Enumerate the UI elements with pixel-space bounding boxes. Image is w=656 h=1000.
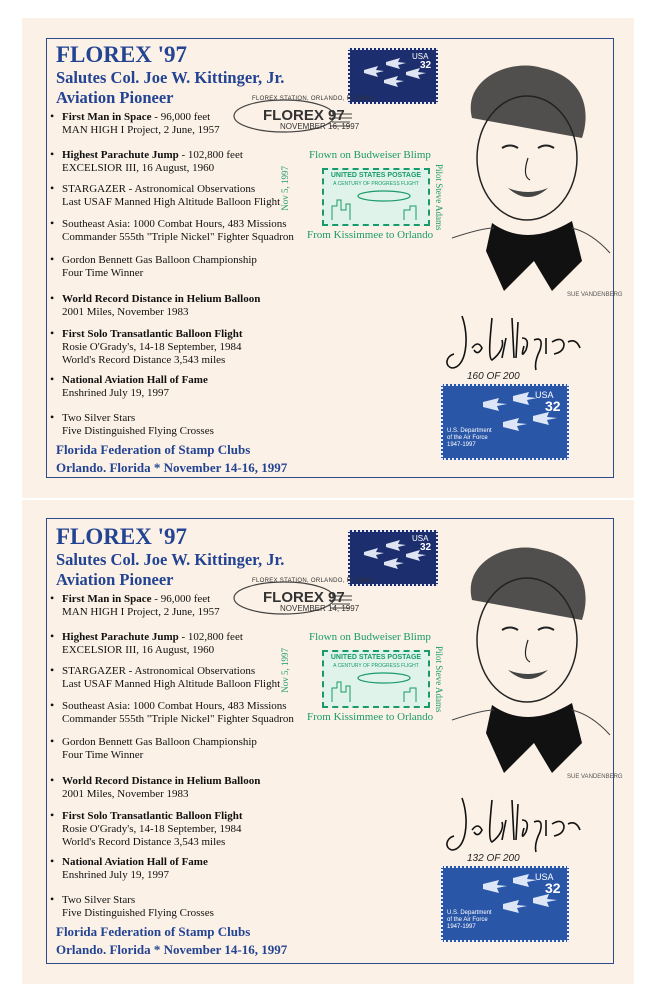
achievement-line1: [62, 218, 294, 231]
achievement-line2: Enshrined July 19, 1997: [62, 387, 169, 399]
blimp-stamp-subtitle: A CENTURY OF PROGRESS FLIGHT: [333, 181, 419, 187]
achievement-detail: Gordon Bennett Gas Balloon Championship: [62, 736, 257, 748]
achievement-item: [50, 700, 294, 726]
achievement-item: [50, 593, 220, 619]
air-force-stamp-large: [441, 384, 569, 460]
portrait-sketch: [432, 540, 612, 780]
card-title: FLOREX '97: [56, 42, 187, 67]
achievement-line2: Five Distinguished Flying Crosses: [62, 907, 214, 919]
achievement-line2: Rosie O'Grady's, 14-18 September, 1984: [62, 823, 242, 835]
achievement-line1: [62, 374, 208, 387]
achievement-item: [50, 631, 243, 657]
achievement-item: [50, 810, 243, 849]
achievement-detail: STARGAZER - Astronomical Observations: [62, 665, 256, 677]
achievement-line2: Commander 555th "Triple Nickel" Fighter Squadron: [62, 231, 294, 243]
autograph: [442, 308, 602, 378]
achievement-line1: [62, 736, 257, 749]
federation-name: Florida Federation of Stamp Clubs: [56, 442, 251, 457]
achievement-line1: [62, 254, 257, 267]
achievement-line1: [62, 593, 220, 606]
achievement-heading: National Aviation Hall of Fame: [62, 374, 208, 386]
stamp-value: 32: [420, 542, 432, 553]
postmark-name: FLOREX 97: [263, 107, 345, 124]
achievement-heading: World Record Distance in Helium Balloon: [62, 293, 261, 305]
stamp-country: USA: [412, 534, 429, 543]
achievement-detail: - 102,800 feet: [178, 631, 243, 643]
achievement-line2: Rosie O'Grady's, 14-18 September, 1984: [62, 341, 242, 353]
edition-number: 160 OF 200: [467, 371, 520, 382]
achievement-line2: MAN HIGH I Project, 2 June, 1957: [62, 606, 220, 618]
autograph: [442, 790, 602, 860]
achievement-line1: [62, 412, 214, 425]
achievement-line2: Last USAF Manned High Altitude Balloon Flight: [62, 196, 281, 208]
achievement-line1: [62, 856, 208, 869]
stamp-value-large: 32: [545, 398, 561, 414]
portrait-sketch: [432, 58, 612, 298]
achievement-detail: - 96,000 feet: [151, 593, 211, 605]
blimp-stamp: [322, 650, 430, 708]
achievement-detail: - 102,800 feet: [178, 149, 243, 161]
achievement-item: [50, 775, 260, 801]
achievement-line3: World's Record Distance 3,543 miles: [62, 354, 226, 366]
achievement-item: [50, 149, 243, 175]
achievement-detail: Southeast Asia: 1000 Combat Hours, 483 Missions: [62, 218, 287, 230]
blimp-icon: [324, 652, 428, 706]
achievement-detail: - 96,000 feet: [151, 111, 211, 123]
achievement-item: [50, 374, 208, 400]
card-subtitle-2: Aviation Pioneer: [56, 88, 174, 107]
achievement-line2: Enshrined July 19, 1997: [62, 869, 169, 881]
achievement-line2: Commander 555th "Triple Nickel" Fighter Squadron: [62, 713, 294, 725]
stamp-country: USA: [412, 52, 429, 61]
cachet-right-text: Pilot Steve Adams: [434, 646, 444, 713]
achievement-line2: 2001 Miles, November 1983: [62, 788, 189, 800]
achievement-heading: First Man in Space: [62, 111, 152, 123]
blimp-stamp-title: UNITED STATES POSTAGE: [330, 654, 422, 661]
achievement-item: [50, 293, 260, 319]
achievement-line1: [62, 894, 214, 907]
achievement-heading: World Record Distance in Helium Balloon: [62, 775, 261, 787]
event-info: Orlando. Florida * November 14-16, 1997: [56, 460, 288, 475]
postmark-date: NOVEMBER 16, 1997: [280, 122, 360, 131]
achievement-item: [50, 183, 280, 209]
achievement-line1: [62, 775, 260, 788]
achievement-line2: Four Time Winner: [62, 749, 144, 761]
blimp-icon: [324, 170, 428, 224]
achievement-heading: First Man in Space: [62, 593, 152, 605]
achievement-detail: Two Silver Stars: [62, 412, 136, 424]
stamp-caption: U.S. Department of the Air Force 1947-1997: [447, 910, 492, 930]
achievement-line1: [62, 631, 243, 644]
achievement-line2: 2001 Miles, November 1983: [62, 306, 189, 318]
card-subtitle-2: Aviation Pioneer: [56, 570, 174, 589]
cachet-right-text: Pilot Steve Adams: [434, 164, 444, 231]
achievement-item: [50, 665, 280, 691]
air-force-stamp-large: [441, 866, 569, 942]
achievement-item: [50, 412, 214, 438]
stamp-country-large: USA: [535, 872, 554, 882]
cachet-bottom-text: From Kissimmee to Orlando: [307, 711, 434, 723]
achievement-line1: [62, 810, 243, 823]
achievement-item: [50, 111, 220, 137]
achievement-detail: Southeast Asia: 1000 Combat Hours, 483 Missions: [62, 700, 287, 712]
stamp-value-large: 32: [545, 880, 561, 896]
achievement-item: [50, 894, 214, 920]
achievement-line1: [62, 665, 280, 678]
postmark-city: FLOREX STATION, ORLANDO, FL 32801: [252, 96, 375, 102]
achievement-heading: First Solo Transatlantic Balloon Flight: [62, 328, 243, 340]
achievement-heading: National Aviation Hall of Fame: [62, 856, 208, 868]
edition-number: 132 OF 200: [467, 853, 520, 864]
event-info: Orlando. Florida * November 14-16, 1997: [56, 942, 288, 957]
achievement-item: [50, 328, 243, 367]
achievement-detail: Two Silver Stars: [62, 894, 136, 906]
stamp-value: 32: [420, 60, 432, 71]
achievement-detail: Gordon Bennett Gas Balloon Championship: [62, 254, 257, 266]
postmark-name: FLOREX 97: [263, 589, 345, 606]
artist-credit: SUE VANDENBERG: [567, 774, 623, 780]
achievement-item: [50, 736, 257, 762]
achievement-line1: [62, 293, 260, 306]
stamp-country-large: USA: [535, 390, 554, 400]
commemorative-card: [22, 500, 634, 984]
cachet-top-text: Flown on Budweiser Blimp: [309, 149, 431, 161]
achievement-line2: Last USAF Manned High Altitude Balloon Flight: [62, 678, 281, 690]
achievement-item: [50, 856, 208, 882]
achievement-line1: [62, 111, 220, 124]
postmark-city: FLOREX STATION, ORLANDO, FL 32801: [252, 578, 375, 584]
achievement-line1: [62, 149, 243, 162]
achievement-line2: EXCELSIOR III, 16 August, 1960: [62, 162, 215, 174]
achievement-line2: Five Distinguished Flying Crosses: [62, 425, 214, 437]
stamp-caption: U.S. Department of the Air Force 1947-1997: [447, 428, 492, 448]
achievement-item: [50, 254, 257, 280]
card-title: FLOREX '97: [56, 524, 187, 549]
cachet-left-text: Nov 5, 1997: [280, 166, 290, 211]
cachet-bottom-text: From Kissimmee to Orlando: [307, 229, 434, 241]
achievement-line2: EXCELSIOR III, 16 August, 1960: [62, 644, 215, 656]
achievement-line1: [62, 183, 280, 196]
federation-name: Florida Federation of Stamp Clubs: [56, 924, 251, 939]
blimp-stamp-subtitle: A CENTURY OF PROGRESS FLIGHT: [333, 663, 419, 669]
blimp-stamp-title: UNITED STATES POSTAGE: [330, 172, 422, 179]
achievement-heading: Highest Parachute Jump: [62, 149, 179, 161]
achievement-line2: Four Time Winner: [62, 267, 144, 279]
card-subtitle: Salutes Col. Joe W. Kittinger, Jr.: [56, 68, 285, 87]
cachet-left-text: Nov 5, 1997: [280, 648, 290, 693]
card-subtitle: Salutes Col. Joe W. Kittinger, Jr.: [56, 550, 285, 569]
achievement-heading: Highest Parachute Jump: [62, 631, 179, 643]
cachet-top-text: Flown on Budweiser Blimp: [309, 631, 431, 643]
postmark-date: NOVEMBER 14, 1997: [280, 604, 360, 613]
achievement-line2: MAN HIGH I Project, 2 June, 1957: [62, 124, 220, 136]
achievement-heading: First Solo Transatlantic Balloon Flight: [62, 810, 243, 822]
artist-credit: SUE VANDENBERG: [567, 292, 623, 298]
blimp-stamp: [322, 168, 430, 226]
achievement-line1: [62, 700, 294, 713]
achievement-detail: STARGAZER - Astronomical Observations: [62, 183, 256, 195]
achievement-item: [50, 218, 294, 244]
achievement-line3: World's Record Distance 3,543 miles: [62, 836, 226, 848]
commemorative-card: [22, 18, 634, 498]
achievement-line1: [62, 328, 243, 341]
